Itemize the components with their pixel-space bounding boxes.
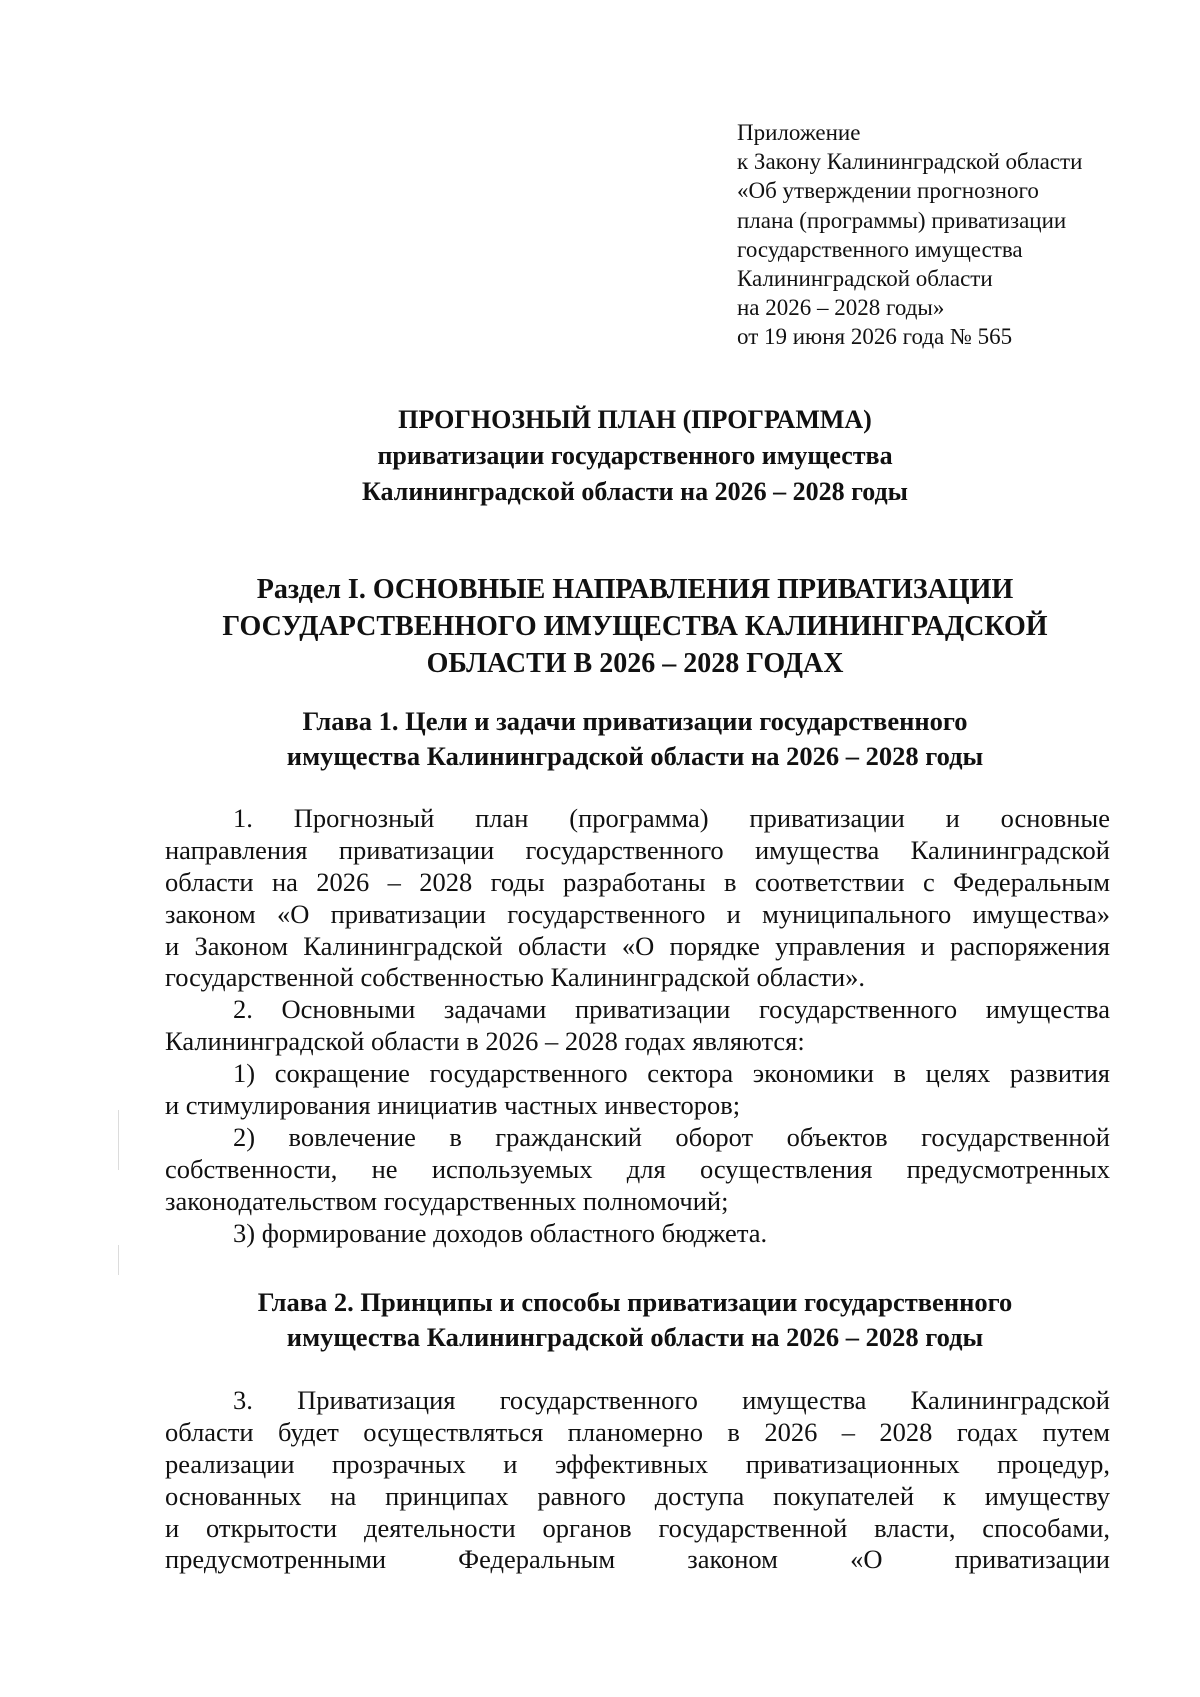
- appendix-line: от 19 июня 2026 года № 565: [737, 324, 1013, 350]
- chapter-heading-line: имущества Калининградской области на 2026 – 2028 годы: [286, 1322, 984, 1352]
- paragraph-line: Калининградской области в 2026 – 2028 годах являются:: [165, 1026, 805, 1057]
- paragraph-line: 2. Основными задачами приватизации государственного имущества: [233, 994, 1110, 1025]
- appendix-line: плана (программы) приватизации: [737, 207, 1067, 233]
- paragraph-line: 1. Прогнозный план (программа) приватизации и основные: [233, 803, 1110, 833]
- paragraph-line: области на 2026 – 2028 годы разработаны в соответствии с Федеральным: [165, 866, 1110, 897]
- chapter-heading: [160, 704, 1110, 774]
- appendix-line: на 2026 – 2028 годы»: [737, 295, 945, 321]
- paragraph-line: 3. Приватизация государственного имущества Калининградской: [233, 1385, 1110, 1415]
- list-item-line: законодательством государственных полномочий;: [165, 1185, 729, 1216]
- chapter-heading-line: Глава 1. Цели и задачи приватизации государственного: [302, 706, 968, 736]
- paragraph-line: и Законом Калининградской области «О порядке управления и распоряжения: [165, 930, 1110, 961]
- list-item-line: и стимулирования инициатив частных инвесторов;: [165, 1090, 741, 1121]
- section-heading-line: ОБЛАСТИ В 2026 – 2028 ГОДАХ: [426, 648, 844, 679]
- list-item-line: 3) формирование доходов областного бюджета.: [233, 1217, 768, 1248]
- section-heading-line: ГОСУДАРСТВЕННОГО ИМУЩЕСТВА КАЛИНИНГРАДСКОЙ: [222, 611, 1048, 642]
- appendix-line: Приложение: [737, 120, 861, 145]
- section-heading-line: Раздел I. ОСНОВНЫЕ НАПРАВЛЕНИЯ ПРИВАТИЗАЦИИ: [256, 574, 1014, 605]
- paragraph-line: направления приватизации государственного имущества Калининградской: [165, 834, 1110, 865]
- list-item-line: 1) сокращение государственного сектора экономики в целях развития: [233, 1058, 1110, 1089]
- paragraph-line: предусмотренными Федеральным законом «О приватизации: [165, 1544, 1110, 1575]
- appendix-line: к Закону Калининградской области: [737, 149, 1083, 175]
- chapter-heading: [160, 1285, 1110, 1355]
- chapter-heading-line: имущества Калининградской области на 2026 – 2028 годы: [286, 741, 984, 771]
- scan-artifact-line: [118, 1110, 119, 1170]
- list-item-line: собственности, не используемых для осуществления предусмотренных: [165, 1153, 1110, 1184]
- chapter-heading-line: Глава 2. Принципы и способы приватизации государственного: [257, 1287, 1013, 1317]
- title-line: приватизации государственного имущества: [377, 441, 893, 470]
- paragraph-line: основанных на принципах равного доступа покупателей к имуществу: [165, 1480, 1110, 1511]
- document-title: [160, 402, 1110, 510]
- paragraph-line: и открытости деятельности органов государственной власти, способами,: [165, 1512, 1110, 1543]
- scan-artifact-line: [118, 1245, 119, 1275]
- appendix-line: Калининградской области: [737, 266, 993, 292]
- title-line: ПРОГНОЗНЫЙ ПЛАН (ПРОГРАММА): [398, 405, 872, 434]
- paragraph-line: государственной собственностью Калининградской области».: [165, 962, 866, 993]
- list-item-line: 2) вовлечение в гражданский оборот объектов государственной: [233, 1121, 1110, 1152]
- section-heading: [160, 571, 1110, 682]
- paragraph-line: законом «О приватизации государственного и муниципального имущества»: [165, 898, 1110, 929]
- chapter-body: [165, 803, 1110, 1249]
- appendix-line: государственного имущества: [737, 236, 1023, 262]
- appendix-note: [737, 118, 1157, 352]
- appendix-line: «Об утверждении прогнозного: [737, 178, 1039, 204]
- chapter-body: [165, 1385, 1110, 1576]
- title-line: Калининградской области на 2026 – 2028 годы: [362, 477, 908, 506]
- paragraph-line: области будет осуществляться планомерно в 2026 – 2028 годах путем: [165, 1416, 1110, 1447]
- paragraph-line: реализации прозрачных и эффективных приватизационных процедур,: [165, 1448, 1110, 1479]
